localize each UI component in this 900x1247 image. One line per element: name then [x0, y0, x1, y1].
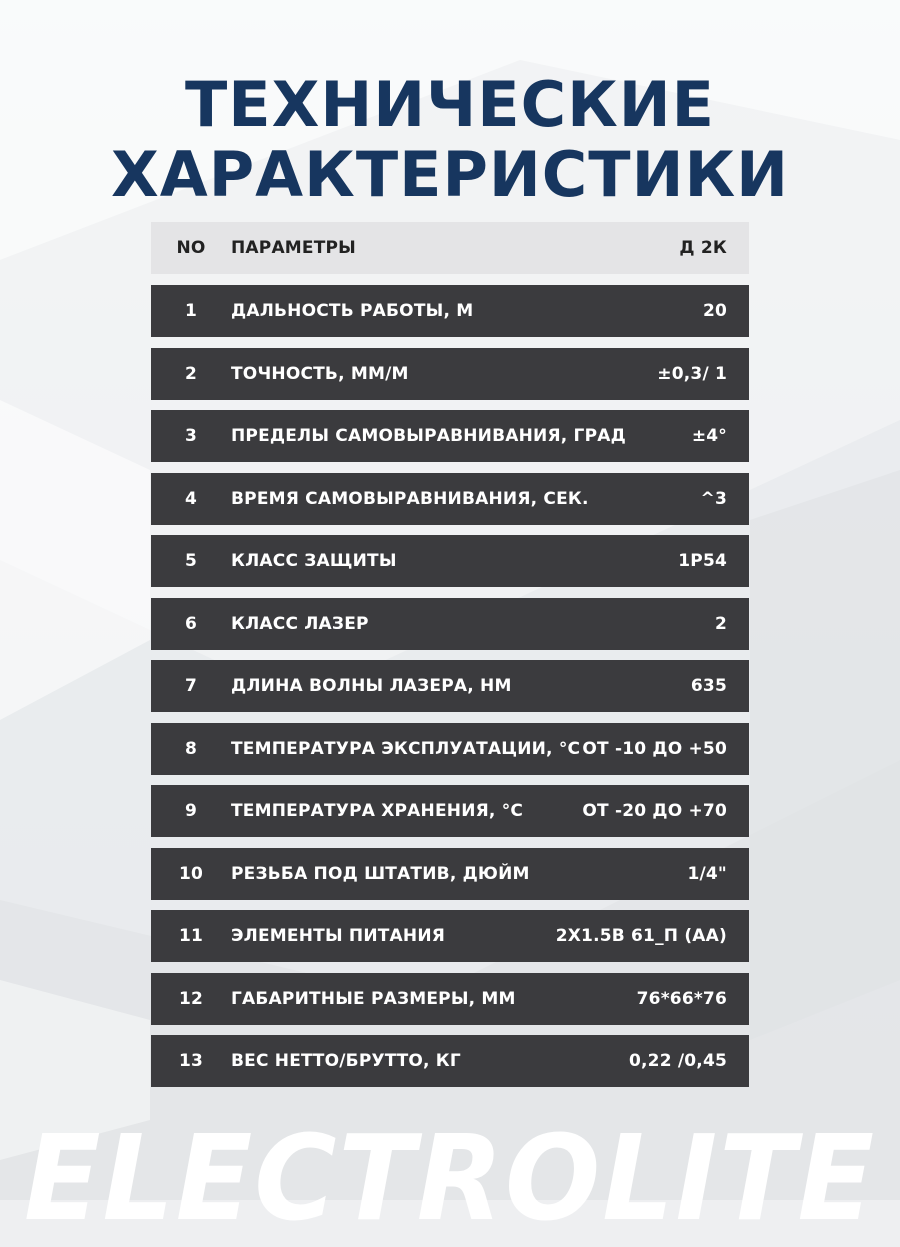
header-no: NO — [176, 238, 206, 258]
row-param: ВЕС НЕТТО/БРУТТО, КГ — [231, 1051, 461, 1071]
page-title — [0, 70, 900, 210]
row-no: 6 — [184, 613, 198, 634]
row-param: РЕЗЬБА ПОД ШТАТИВ, ДЮЙМ — [231, 863, 530, 884]
row-value: 2Х1.5В 61_П (АА) — [555, 926, 727, 946]
row-no: 12 — [178, 988, 204, 1009]
row-no: 9 — [184, 801, 198, 821]
row-param: ТОЧНОСТЬ, ММ/М — [231, 363, 409, 384]
row-no: 10 — [178, 863, 204, 884]
row-param: ПРЕДЕЛЫ САМОВЫРАВНИВАНИЯ, ГРАД — [231, 426, 626, 446]
row-no: 5 — [184, 551, 198, 571]
title-line-2: ХАРАКТЕРИСТИКИ — [110, 138, 790, 211]
row-param: ЭЛЕМЕНТЫ ПИТАНИЯ — [231, 926, 446, 946]
table-row — [151, 598, 749, 650]
row-param: ТЕМПЕРАТУРА ЭКСПЛУАТАЦИИ, °С — [231, 738, 581, 759]
table-row — [151, 473, 749, 525]
table-row — [151, 973, 749, 1025]
row-value: 76*66*76 — [636, 988, 727, 1009]
table-row — [151, 348, 749, 400]
header-value: Д 2К — [679, 238, 727, 258]
table-header — [151, 222, 749, 274]
table-row — [151, 848, 749, 900]
row-value: 20 — [702, 301, 727, 321]
row-param: ДЛИНА ВОЛНЫ ЛАЗЕРА, НМ — [231, 676, 512, 696]
row-value: 0,22 /0,45 — [628, 1051, 727, 1071]
row-no: 8 — [184, 738, 198, 759]
row-value: 635 — [690, 676, 727, 696]
table-row — [151, 785, 749, 837]
row-param: ТЕМПЕРАТУРА ХРАНЕНИЯ, °С — [231, 801, 524, 821]
row-no: 11 — [178, 926, 204, 946]
row-value: 1/4" — [687, 863, 727, 884]
row-no: 1 — [184, 301, 198, 321]
table-row — [151, 535, 749, 587]
row-value: ОТ -10 ДО +50 — [582, 738, 727, 759]
row-value: 1Р54 — [678, 551, 727, 571]
row-no: 4 — [184, 488, 198, 509]
row-value: ±0,3/ 1 — [657, 363, 727, 384]
table-row — [151, 1035, 749, 1087]
row-value: ^3 — [700, 488, 727, 509]
specs-table — [151, 222, 749, 1098]
row-no: 2 — [184, 363, 198, 384]
row-value: 2 — [714, 613, 727, 634]
table-row — [151, 285, 749, 337]
row-value: ±4° — [691, 426, 727, 446]
table-row — [151, 723, 749, 775]
row-value: ОТ -20 ДО +70 — [582, 801, 727, 821]
table-row — [151, 410, 749, 462]
row-param: КЛАСС ЛАЗЕР — [231, 613, 369, 634]
row-param: ГАБАРИТНЫЕ РАЗМЕРЫ, ММ — [231, 988, 516, 1009]
row-param: КЛАСС ЗАЩИТЫ — [231, 551, 397, 571]
header-param: ПАРАМЕТРЫ — [231, 238, 357, 258]
row-no: 7 — [184, 676, 198, 696]
brand-wordmark: ELECTROLITE — [23, 1109, 877, 1247]
title-line-1: ТЕХНИЧЕСКИЕ — [184, 68, 716, 141]
row-no: 13 — [178, 1051, 204, 1071]
row-no: 3 — [184, 426, 198, 446]
row-param: ДАЛЬНОСТЬ РАБОТЫ, М — [231, 301, 474, 321]
table-row — [151, 660, 749, 712]
row-param: ВРЕМЯ САМОВЫРАВНИВАНИЯ, СЕК. — [231, 488, 589, 509]
table-row — [151, 910, 749, 962]
